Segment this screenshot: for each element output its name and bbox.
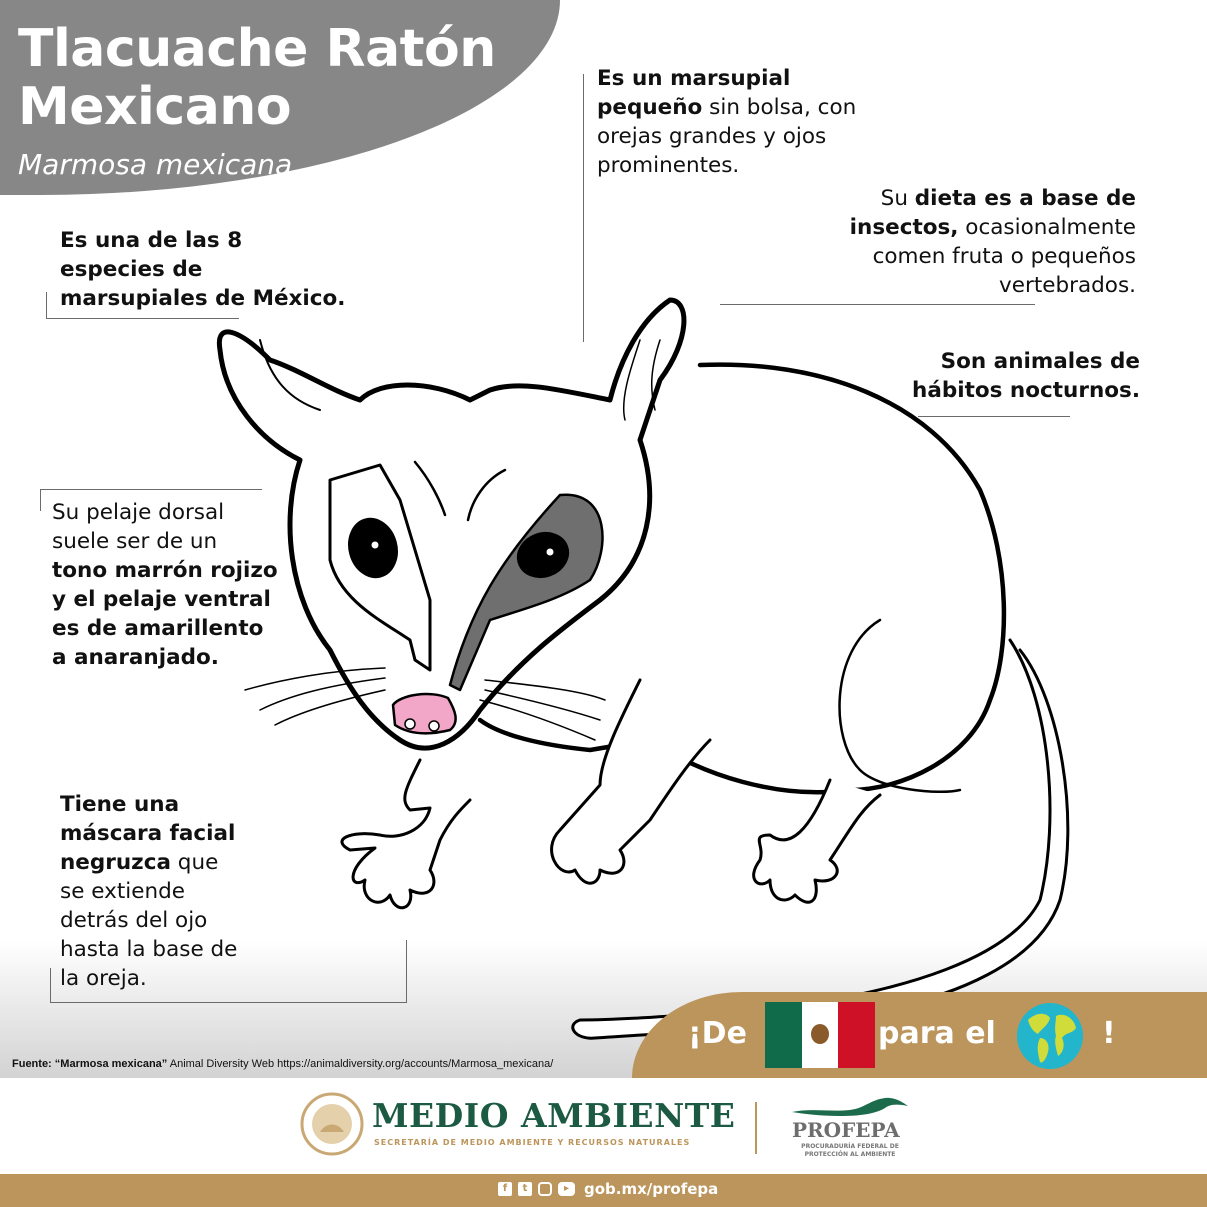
youtube-icon[interactable]: ▸ <box>558 1182 575 1196</box>
note-bold: Es un marsupial <box>597 66 791 91</box>
note-line: la oreja. <box>60 966 147 991</box>
title-line-2: Mexicano <box>18 77 292 137</box>
note-line <box>597 64 856 93</box>
slogan-text-2: para el <box>878 1016 996 1051</box>
note-line: suele ser de un <box>52 529 218 554</box>
callout-line <box>918 416 1070 417</box>
note-text: ocasionalmente <box>958 215 1136 240</box>
note-line: detrás del ojo <box>60 908 208 933</box>
slogan-text-1: ¡De <box>688 1016 747 1051</box>
agency-name: MEDIO AMBIENTE <box>372 1096 736 1135</box>
note-fur <box>52 498 278 672</box>
note-diet <box>850 184 1136 300</box>
note-small-marsupial <box>597 64 856 180</box>
note-line: hábitos nocturnos. <box>912 378 1140 403</box>
callout-line <box>40 489 262 490</box>
note-mask <box>60 790 237 993</box>
source-text: Animal Diversity Web https://animaldiversity.org/accounts/Marmosa_mexicana/ <box>167 1058 554 1070</box>
scientific-name: Marmosa mexicana <box>18 148 293 181</box>
mexico-flag-icon <box>765 1002 875 1068</box>
source-label: Fuente: <box>12 1058 52 1070</box>
callout-line <box>46 292 47 319</box>
callout-line <box>406 940 407 1003</box>
profepa-logo-text: PROFEPA <box>792 1118 900 1142</box>
note-bold: negruzca <box>60 850 171 875</box>
agency-subtitle: SECRETARÍA DE MEDIO AMBIENTE Y RECURSOS NATURALES <box>374 1138 691 1147</box>
note-line <box>597 93 856 122</box>
note-text: que <box>170 850 219 875</box>
note-line <box>850 184 1136 213</box>
title-line-1: Tlacuache Ratón <box>18 19 496 79</box>
note-line: hasta la base de <box>60 937 238 962</box>
note-line: vertebrados. <box>999 273 1136 298</box>
note-line: es de amarillento <box>52 616 264 641</box>
note-line: prominentes. <box>597 153 740 178</box>
callout-line <box>583 74 584 342</box>
note-line: y el pelaje ventral <box>52 587 271 612</box>
source-title: “Marmosa mexicana” <box>54 1058 168 1070</box>
note-bold: pequeño <box>597 95 703 120</box>
twitter-icon[interactable]: t <box>518 1182 532 1196</box>
facebook-icon[interactable]: f <box>498 1182 512 1196</box>
social-icons <box>498 1182 575 1196</box>
note-bold: insectos, <box>849 215 959 240</box>
profepa-eagle-icon <box>790 1094 910 1118</box>
source-citation <box>12 1058 553 1070</box>
note-line <box>60 848 237 877</box>
note-line: Son animales de <box>940 349 1140 374</box>
note-line: Su pelaje dorsal <box>52 500 225 525</box>
page-title <box>18 20 496 136</box>
note-line: orejas grandes y ojos <box>597 124 827 149</box>
note-line: marsupiales de México. <box>60 286 346 311</box>
note-line: máscara facial <box>60 821 236 846</box>
note-bold: dieta es a base de <box>914 186 1136 211</box>
callout-line <box>50 968 51 1003</box>
callout-line <box>50 1002 407 1003</box>
note-line: Es una de las 8 <box>60 228 243 253</box>
callout-line <box>40 489 41 511</box>
website-link[interactable]: gob.mx/profepa <box>584 1180 719 1198</box>
note-line: especies de <box>60 257 203 282</box>
callout-line <box>46 318 239 319</box>
note-line: se extiende <box>60 879 185 904</box>
note-line <box>850 213 1136 242</box>
slogan-text-3: ! <box>1102 1016 1116 1051</box>
logo-divider <box>755 1102 757 1154</box>
note-line: tono marrón rojizo <box>52 558 278 583</box>
note-species-count <box>60 226 345 313</box>
national-seal-icon <box>300 1092 364 1156</box>
note-line: Tiene una <box>60 792 180 817</box>
note-line: comen fruta o pequeños <box>872 244 1136 269</box>
profepa-subtitle: PROCURADURÍA FEDERAL DE PROTECCIÓN AL AMBIENTE <box>801 1143 899 1158</box>
note-nocturnal <box>912 347 1140 405</box>
callout-line <box>720 304 1035 305</box>
slogan-banner <box>632 992 1207 1078</box>
earth-globe-icon <box>1016 1002 1084 1070</box>
instagram-icon[interactable] <box>538 1182 552 1196</box>
note-text: sin bolsa, con <box>702 95 857 120</box>
note-line: a anaranjado. <box>52 645 219 670</box>
note-text: Su <box>880 186 915 211</box>
